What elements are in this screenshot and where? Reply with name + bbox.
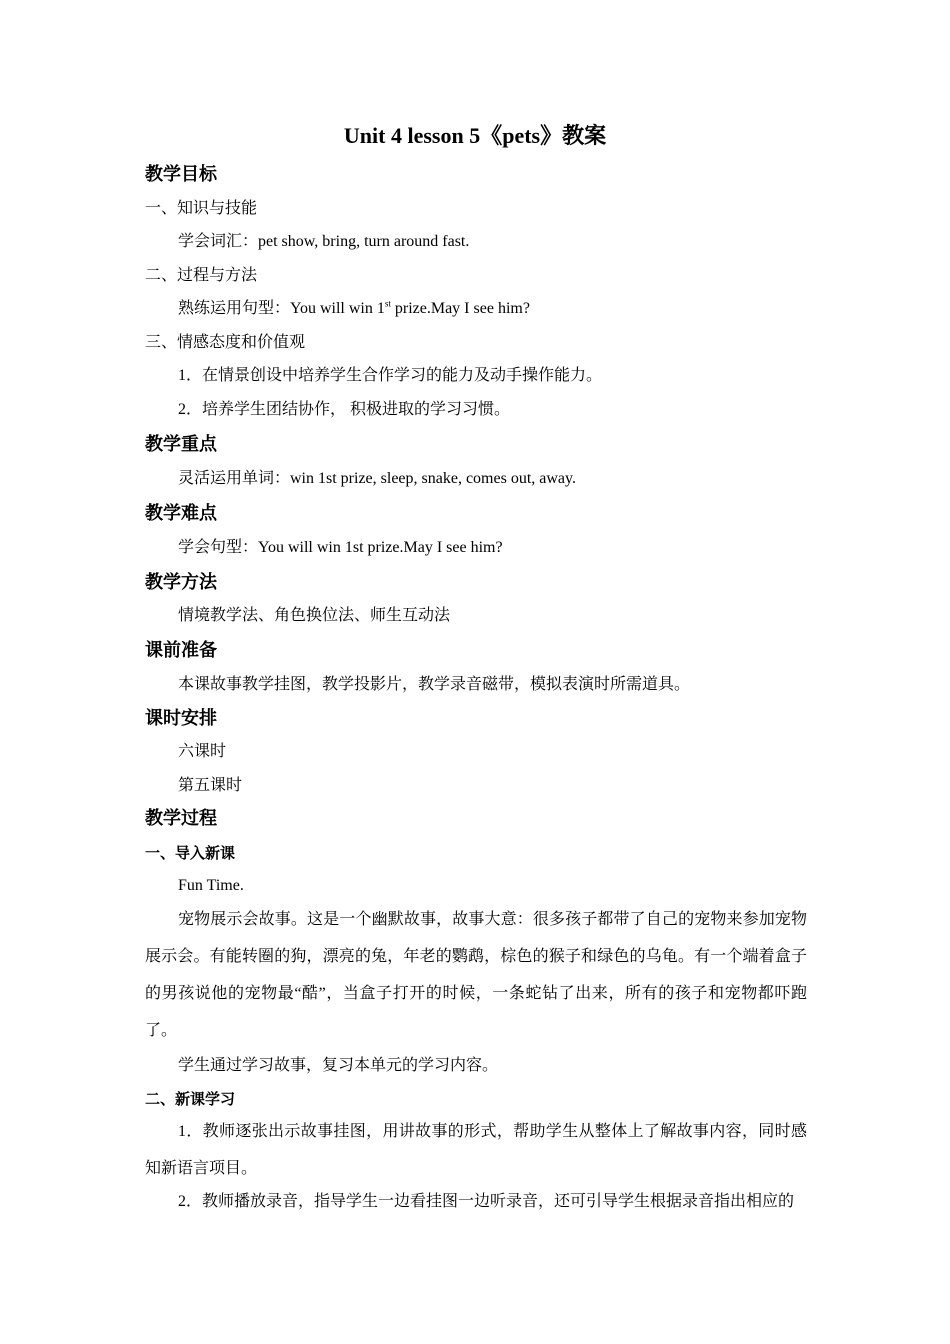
attitude-item-1: 1．在情景创设中培养学生合作学习的能力及动手操作能力。: [178, 367, 603, 384]
step-2-paragraph: 2．教师播放录音，指导学生一边看挂图一边听录音，还可引导学生根据录音指出相应的: [178, 1193, 795, 1210]
schedule-current: 第五课时: [178, 777, 243, 794]
heading-schedule: 课时安排: [145, 708, 217, 729]
key-points-text: 灵活运用单词：win 1st prize, sleep, snake, comes out, away.: [178, 470, 576, 487]
knowledge-text: 学会词汇：pet show, bring, turn around fast.: [178, 233, 470, 250]
process-text-main: 熟练运用句型：You will win 1: [178, 300, 385, 317]
story-paragraph: 宠物展示会故事。这是一个幽默故事，故事大意：很多孩子都带了自己的宠物来参加宠物展示会。有能转圈的狗，漂亮的兔，年老的鹦鹉，棕色的猴子和绿色的乌龟。有一个端着盒子的男孩说他的宠物最“酷”，当盒子打开的时候，一条蛇钻了出来，所有的孩子和宠物都吓跑了。: [145, 911, 807, 1039]
heading-difficulties: 教学难点: [145, 503, 217, 524]
process-text: [178, 297, 530, 321]
ordinal-suffix: st: [384, 298, 391, 309]
difficulties-text: 学会句型：You will win 1st prize.May I see him?: [178, 539, 503, 556]
heading-key-points: 教学重点: [145, 434, 217, 455]
heading-objectives: 教学目标: [145, 164, 217, 185]
preparation-text: 本课故事教学挂图，教学投影片，教学录音磁带，模拟表演时所需道具。: [178, 676, 691, 693]
heading-methods: 教学方法: [145, 572, 217, 593]
schedule-total: 六课时: [178, 743, 227, 760]
subheading-attitude: 三、情感态度和价值观: [145, 334, 306, 351]
process-text-rest: prize.May I see him?: [390, 300, 530, 317]
subheading-process: 二、过程与方法: [145, 267, 258, 284]
fun-time-text: Fun Time.: [178, 877, 244, 894]
subheading-knowledge: 一、知识与技能: [145, 200, 258, 217]
document-title: Unit 4 lesson 5《pets》教案: [343, 123, 607, 148]
heading-process: 教学过程: [145, 808, 217, 829]
heading-preparation: 课前准备: [145, 640, 217, 661]
subheading-new-lesson: 二、新课学习: [145, 1090, 236, 1108]
review-text: 学生通过学习故事，复习本单元的学习内容。: [178, 1057, 499, 1074]
subheading-intro: 一、导入新课: [145, 844, 236, 862]
attitude-item-2: 2．培养学生团结协作， 积极进取的学习习惯。: [178, 401, 511, 418]
step-1-paragraph: 1．教师逐张出示故事挂图，用讲故事的形式，帮助学生从整体上了解故事内容，同时感知新语言项目。: [145, 1123, 807, 1177]
methods-text: 情境教学法、角色换位法、师生互动法: [178, 607, 451, 624]
